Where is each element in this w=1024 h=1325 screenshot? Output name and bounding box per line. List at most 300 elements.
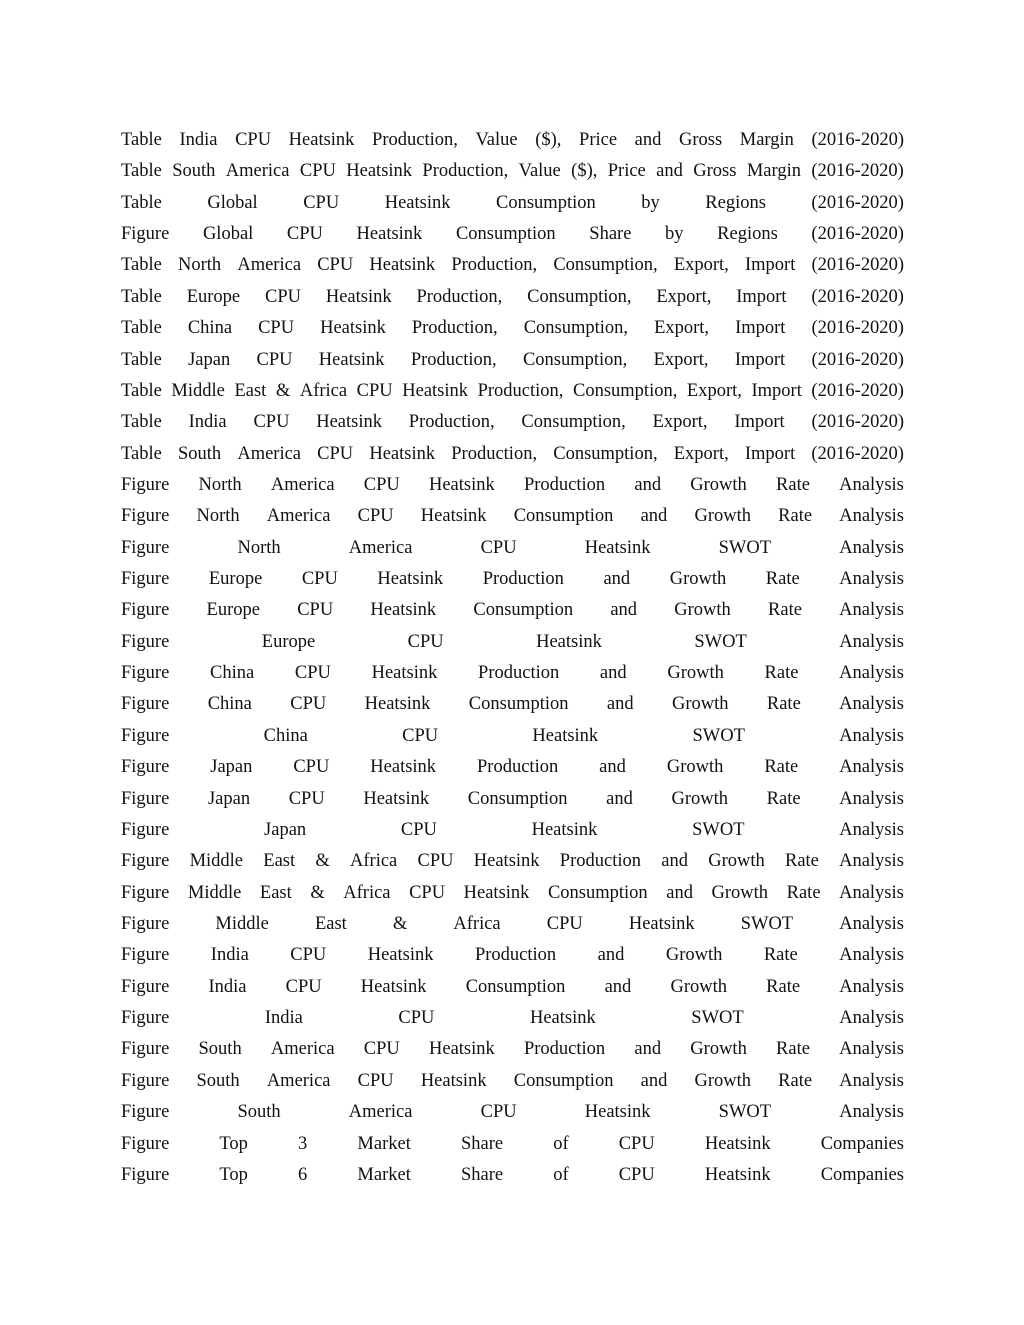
list-item-word: Companies [820, 1164, 904, 1185]
list-item-word: Heatsink [420, 1070, 487, 1091]
list-item [121, 1034, 904, 1065]
list-item [121, 1129, 904, 1160]
list-item-word: Export, [656, 286, 712, 307]
list-item-word: Figure [121, 819, 170, 840]
list-item-word: CPU [290, 694, 327, 715]
list-item-word: CPU [235, 130, 272, 150]
list-item-word: Share [460, 1133, 504, 1154]
list-item-word: CPU [356, 380, 393, 401]
list-item-word: America [266, 1070, 331, 1091]
list-item [121, 439, 904, 470]
list-item-word: and [666, 882, 693, 903]
list-item-word: Heatsink [360, 976, 427, 997]
list-item-word: of [553, 1133, 569, 1154]
list-item-word: and [661, 851, 688, 872]
list-item-word: Growth [665, 945, 723, 966]
list-item-word: Heatsink [584, 1102, 651, 1123]
list-item-word: (2016-2020) [811, 349, 904, 370]
list-item-word: Production, [416, 286, 503, 307]
list-item-word: and [599, 757, 626, 778]
list-item-word: CPU [288, 788, 325, 809]
list-item-word: Analysis [839, 631, 904, 652]
list-item-word: Production, [451, 255, 538, 276]
list-item-word: Market [357, 1164, 411, 1185]
list-item [121, 188, 904, 219]
list-item-word: Table [121, 192, 162, 213]
list-item-word: Rate [776, 1039, 810, 1060]
list-item-word: Analysis [839, 1039, 904, 1060]
list-item-word: Figure [121, 569, 170, 590]
list-item-word: Analysis [839, 474, 904, 495]
list-item-word: Heatsink [384, 192, 451, 213]
list-item [121, 345, 904, 376]
list-item-word: Heatsink [402, 380, 469, 401]
list-item-word: CPU [290, 945, 327, 966]
list-item-word: CPU [293, 757, 330, 778]
list-item-word: Rate [763, 945, 798, 966]
list-item-word: Share [460, 1164, 504, 1185]
list-item-word: and [610, 600, 638, 621]
list-item-word: Margin [739, 130, 794, 150]
list-item-word: Consumption, [523, 318, 629, 339]
list-item-word: SWOT [740, 913, 794, 934]
list-item-word: and [603, 569, 631, 590]
list-item [121, 721, 904, 752]
list-item-word: Production, [408, 412, 495, 433]
list-item-word: Figure [121, 725, 170, 746]
list-item-word: Figure [121, 506, 170, 527]
list-item-word: CPU [297, 600, 334, 621]
list-item-word: CPU [317, 443, 354, 464]
list-item-word: North [198, 474, 242, 495]
list-item-word: SWOT [718, 1102, 772, 1123]
list-item-word: Figure [121, 694, 170, 715]
list-item-word: CPU [618, 1133, 655, 1154]
list-item [121, 470, 904, 501]
list-item-word: Analysis [839, 694, 904, 715]
list-item-word: and [604, 976, 632, 997]
list-item-word: Heatsink [288, 130, 355, 150]
list-item-word: Growth [694, 1070, 752, 1091]
list-item-word: Analysis [839, 569, 904, 590]
list-item-word: and [606, 788, 633, 809]
list-item-word: Heatsink [364, 694, 431, 715]
list-item-word: & [315, 851, 330, 872]
list-item-word: (2016-2020) [811, 130, 904, 150]
list-item-word: CPU [357, 506, 394, 527]
list-item [121, 815, 904, 846]
list-item-word: Companies [820, 1133, 904, 1154]
list-item-word: Heatsink [369, 443, 436, 464]
list-item-word: South [196, 1070, 240, 1091]
list-item-word: Japan [210, 757, 253, 778]
list-item-word: Consumption, [522, 349, 628, 370]
list-item [121, 1097, 904, 1128]
list-item-word: Production, [410, 349, 497, 370]
list-item [121, 501, 904, 532]
list-item-word: Export, [652, 412, 708, 433]
list-item-word: Middle [215, 913, 269, 934]
list-item-word: and [656, 161, 683, 182]
list-item-word: East [314, 913, 347, 934]
list-item-word: & [392, 913, 408, 934]
list-item-word: and [634, 474, 662, 495]
list-item-word: CPU [357, 1070, 394, 1091]
list-item [121, 376, 904, 407]
list-item [121, 846, 904, 877]
list-item-word: (2016-2020) [811, 192, 904, 213]
list-item-word: Consumption [465, 976, 566, 997]
list-item-word: CPU [256, 349, 293, 370]
list-item-word: Gross [693, 161, 737, 182]
list-item-word: SWOT [692, 725, 745, 746]
list-item-word: CPU [285, 976, 322, 997]
list-item-word: Growth [708, 851, 765, 872]
list-item-word: Regions [705, 192, 766, 213]
list-item-word: Price [579, 130, 618, 150]
list-item-word: Regions [717, 224, 778, 245]
list-item-word: and [599, 663, 627, 684]
list-item-word: Rate [764, 757, 799, 778]
list-item-word: Import [751, 380, 802, 401]
list-item-word: Heatsink [628, 913, 695, 934]
list-item-word: Analysis [839, 757, 904, 778]
list-item-word: Figure [121, 757, 170, 778]
list-item-word: Table [121, 286, 162, 307]
list-item-word: CPU [400, 819, 437, 840]
list-item-word: Growth [666, 757, 724, 778]
list-item-word: America [237, 255, 302, 276]
list-item-word: by [641, 192, 660, 213]
list-item-word: Africa [350, 851, 398, 872]
list-item-word: America [225, 161, 290, 182]
list-item-word: Export, [673, 443, 729, 464]
list-item-word: Table [121, 380, 162, 401]
list-item-word: Figure [121, 600, 170, 621]
list-item [121, 658, 904, 689]
list-item-word: Margin [746, 161, 801, 182]
list-item-word: CPU [402, 725, 439, 746]
list-item-word: Rate [765, 569, 800, 590]
list-item-word: and [640, 506, 668, 527]
list-item-word: India [188, 412, 227, 433]
list-item-word: Rate [776, 474, 810, 495]
list-item-word: Europe [186, 286, 241, 307]
list-item-word: Heatsink [318, 349, 385, 370]
list-item-word: Heatsink [346, 161, 413, 182]
list-item-word: CPU [363, 1039, 400, 1060]
list-item-word: Japan [264, 819, 307, 840]
list-item-word: & [275, 380, 291, 401]
list-item-word: Heatsink [536, 631, 602, 652]
list-item-word: Rate [778, 1070, 813, 1091]
figure-table-list [121, 125, 904, 1191]
list-item-word: Figure [121, 663, 170, 684]
list-item-word: Growth [690, 474, 747, 495]
list-item-word: Figure [121, 1133, 170, 1154]
list-item-word: Import [734, 412, 785, 433]
list-item-word: ($), [571, 161, 598, 182]
list-item-word: America [266, 506, 331, 527]
list-item-word: America [348, 1102, 413, 1123]
list-item-word: Growth [670, 976, 727, 997]
list-item-word: Heatsink [531, 819, 598, 840]
list-item-word: Global [202, 224, 254, 245]
list-item-word: Import [735, 318, 786, 339]
list-item-word: Heatsink [325, 286, 392, 307]
list-item-word: (2016-2020) [811, 161, 904, 182]
list-item-word: Analysis [839, 1008, 904, 1029]
list-item-word: SWOT [694, 631, 747, 652]
list-item-word: Figure [121, 224, 170, 245]
list-item-word: Consumption [467, 788, 568, 809]
list-item-word: Market [357, 1133, 411, 1154]
list-item [121, 972, 904, 1003]
list-item-word: Consumption [473, 600, 574, 621]
list-item-word: Heatsink [463, 882, 530, 903]
list-item [121, 595, 904, 626]
list-item-word: Gross [678, 130, 723, 150]
list-item-word: East [259, 882, 292, 903]
list-item-word: Heatsink [429, 1039, 495, 1060]
list-item-word: South [198, 1039, 242, 1060]
list-item-word: Analysis [839, 600, 904, 621]
list-item-word: (2016-2020) [811, 286, 904, 307]
list-item [121, 564, 904, 595]
list-item-word: CPU [258, 318, 295, 339]
list-item-word: Heatsink [377, 569, 444, 590]
list-item-word: Growth [671, 694, 729, 715]
list-item-word: America [270, 474, 335, 495]
list-item-word: Heatsink [704, 1133, 771, 1154]
list-item-word: Production [523, 474, 606, 495]
list-item-word: Middle [187, 882, 242, 903]
list-item-word: Production [482, 569, 564, 590]
list-item-word: South [172, 161, 216, 182]
list-item-word: China [210, 663, 255, 684]
list-item-word: South [237, 1102, 281, 1123]
list-item-word: Heatsink [367, 945, 434, 966]
list-item-word: Figure [121, 851, 170, 872]
list-item [121, 909, 904, 940]
list-item-word: Heatsink [420, 506, 487, 527]
list-item-word: Figure [121, 945, 170, 966]
list-item-word: Production [559, 851, 641, 872]
list-item-word: Production [523, 1039, 606, 1060]
list-item [121, 627, 904, 658]
list-item-word: Table [121, 130, 162, 150]
list-item-word: Consumption, [521, 412, 626, 433]
list-item [121, 282, 904, 313]
list-item-word: Europe [208, 569, 263, 590]
list-item-word: Consumption [547, 882, 648, 903]
list-item-word: Heatsink [363, 788, 430, 809]
list-item-word: Europe [206, 600, 260, 621]
list-item-word: CPU [299, 161, 336, 182]
list-item-word: America [348, 537, 413, 558]
list-item [121, 1160, 904, 1191]
list-item-word: and [597, 945, 625, 966]
list-item-word: Africa [299, 380, 348, 401]
list-item-word: Heatsink [320, 318, 386, 339]
list-item [121, 1003, 904, 1034]
list-item-word: Analysis [839, 1102, 904, 1123]
list-item-word: Figure [121, 474, 170, 495]
list-item-word: Figure [121, 1070, 170, 1091]
list-item-word: (2016-2020) [811, 412, 904, 433]
list-item-word: Value [475, 130, 518, 150]
list-item-word: SWOT [691, 1008, 744, 1029]
list-item-word: CPU [253, 412, 290, 433]
list-item-word: Price [607, 161, 646, 182]
list-item-word: North [178, 255, 222, 276]
list-item-word: and [606, 694, 634, 715]
list-item-word: Europe [261, 631, 316, 652]
list-item-word: CPU [480, 537, 517, 558]
list-item-word: East [263, 851, 296, 872]
list-item-word: Heatsink [371, 663, 438, 684]
list-item-word: Production, [477, 380, 564, 401]
list-item-word: 6 [298, 1164, 308, 1185]
list-item-word: (2016-2020) [811, 318, 904, 339]
list-item-word: America [237, 443, 302, 464]
list-item-word: Africa [453, 913, 501, 934]
list-item-word: North [237, 537, 281, 558]
list-item-word: Analysis [839, 537, 904, 558]
list-item-word: India [210, 945, 249, 966]
list-item-word: Consumption, [553, 443, 658, 464]
list-item-word: Heatsink [428, 474, 495, 495]
list-item-word: Analysis [839, 945, 904, 966]
list-item-word: Import [744, 443, 796, 464]
list-item-word: Rate [766, 976, 801, 997]
list-item-word: CPU [407, 631, 444, 652]
list-item-word: Rate [778, 506, 813, 527]
list-item-word: Rate [766, 788, 801, 809]
list-item-word: Top [219, 1164, 248, 1185]
list-item [121, 219, 904, 250]
list-item-word: Production [474, 945, 557, 966]
list-item-word: Rate [764, 663, 799, 684]
list-item-word: SWOT [718, 537, 772, 558]
list-item-word: of [553, 1164, 569, 1185]
list-item-word: CPU [480, 1102, 517, 1123]
list-item-word: CPU [303, 192, 340, 213]
list-item [121, 940, 904, 971]
list-item-word: America [270, 1039, 335, 1060]
list-item-word: CPU [363, 474, 400, 495]
list-item-word: Figure [121, 631, 170, 652]
list-item-word: and [634, 1039, 662, 1060]
list-item-word: Analysis [839, 976, 904, 997]
list-item-word: Middle [189, 851, 244, 872]
list-item-word: CPU [398, 1008, 435, 1029]
list-item-word: Analysis [839, 913, 904, 934]
list-item-word: Rate [786, 882, 821, 903]
list-item-word: CPU [264, 286, 301, 307]
list-item-word: Import [736, 286, 787, 307]
list-item-word: India [179, 130, 218, 150]
list-item-word: Table [121, 255, 162, 276]
list-item-word: Rate [766, 694, 801, 715]
list-item-word: Analysis [839, 725, 904, 746]
list-item [121, 1066, 904, 1097]
list-item-word: Import [744, 255, 796, 276]
list-item-word: Heatsink [704, 1164, 771, 1185]
list-item-word: Figure [121, 1164, 170, 1185]
list-item-word: and [634, 130, 662, 150]
list-item-word: Heatsink [473, 851, 540, 872]
list-item-word: Growth [690, 1039, 747, 1060]
list-item-word: Japan [207, 788, 251, 809]
list-item-word: Heatsink [584, 537, 651, 558]
list-item-word: Analysis [839, 882, 904, 903]
list-item-word: Heatsink [370, 757, 437, 778]
list-item-word: Figure [121, 882, 170, 903]
list-item-word: China [187, 318, 233, 339]
list-item-word: China [263, 725, 308, 746]
list-item-word: Analysis [839, 851, 904, 872]
list-item-word: China [207, 694, 252, 715]
list-item-word: CPU [417, 851, 454, 872]
list-item-word: Export, [673, 255, 729, 276]
list-item-word: Growth [671, 788, 729, 809]
list-item-word: Figure [121, 1102, 170, 1123]
list-item-word: Heatsink [369, 255, 436, 276]
list-item-word: Growth [669, 569, 727, 590]
list-item [121, 407, 904, 438]
list-item-word: Production, [372, 130, 458, 150]
list-item-word: Table [121, 412, 162, 433]
list-item-word: North [196, 506, 240, 527]
list-item [121, 689, 904, 720]
list-item-word: Growth [674, 600, 731, 621]
list-item-word: Africa [343, 882, 391, 903]
list-item-word: Consumption [455, 224, 556, 245]
list-item-word: Global [207, 192, 258, 213]
list-item-word: Consumption [513, 1070, 614, 1091]
list-item [121, 533, 904, 564]
list-item-word: ($), [535, 130, 562, 150]
list-item-word: Figure [121, 1008, 170, 1029]
list-item-word: (2016-2020) [811, 380, 904, 401]
list-item-word: India [208, 976, 247, 997]
list-item-word: Table [121, 161, 162, 182]
list-item-word: Figure [121, 976, 170, 997]
list-item-word: Growth [694, 506, 751, 527]
list-item-word: Top [219, 1133, 248, 1154]
list-item-word: Consumption [468, 694, 569, 715]
list-item-word: CPU [317, 255, 354, 276]
list-item-word: Production, [411, 318, 498, 339]
list-item [121, 156, 904, 187]
list-item-word: CPU [546, 913, 583, 934]
list-item-word: (2016-2020) [811, 443, 904, 464]
list-item-word: Heatsink [356, 224, 423, 245]
list-item-word: Production [478, 663, 560, 684]
list-item-word: Figure [121, 913, 170, 934]
list-item-word: Export, [653, 349, 709, 370]
list-item-word: Rate [784, 851, 819, 872]
list-item-word: Figure [121, 1039, 170, 1060]
list-item-word: Production, [422, 161, 509, 182]
list-item [121, 125, 904, 156]
list-item-word: Analysis [839, 788, 904, 809]
list-item-word: Growth [667, 663, 724, 684]
list-item-word: CPU [618, 1164, 655, 1185]
list-item-word: by [665, 224, 684, 245]
list-item-word: Figure [121, 537, 170, 558]
